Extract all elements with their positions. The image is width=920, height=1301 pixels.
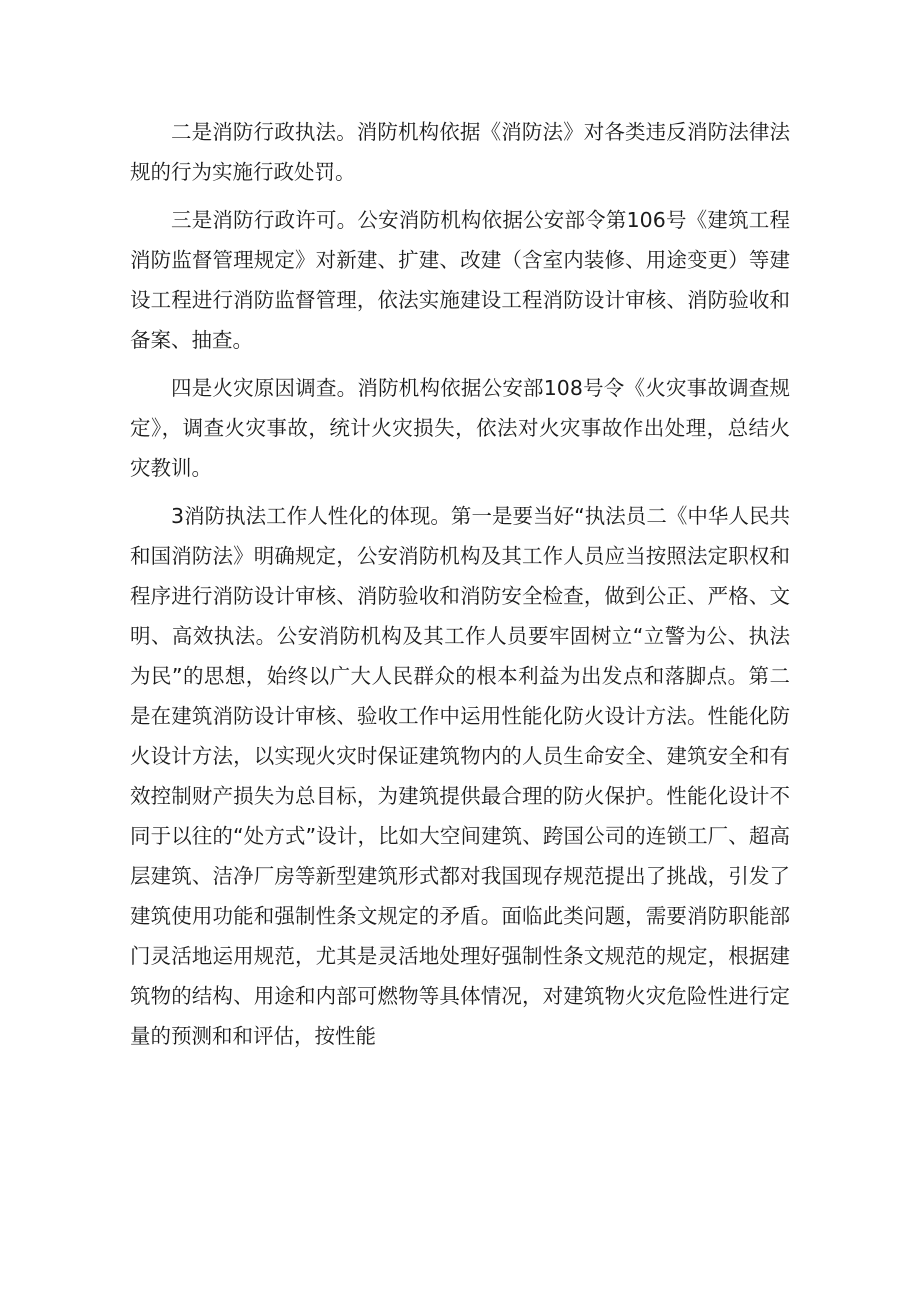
paragraph-fire-investigation: 四是火灾原因调查。消防机构依据公安部108号令《火灾事故调查规定》，调查火灾事故，统计火灾损失，依法对火灾事故作出处理，总结火灾教训。 xyxy=(130,376,790,480)
paragraph-administrative-enforcement: 二是消防行政执法。消防机构依据《消防法》对各类违反消防法律法规的行为实施行政处罚。 xyxy=(130,120,790,184)
paragraph-administrative-license: 三是消防行政许可。公安消防机构依据公安部令第106号《建筑工程消防监督管理规定》对新建、扩建、改建（含室内装修、用途变更）等建设工程进行消防监督管理，依法实施建设工程消防设计审核、消防验收和备案、抽查。 xyxy=(130,208,790,352)
paragraph-humanized-enforcement: 3消防执法工作人性化的体现。第一是要当好“执法员二《中华人民共和国消防法》明确规定，公安消防机构及其工作人员应当按照法定职权和程序进行消防设计审核、消防验收和消防安全检查，做到公正、严格、文明、高效执法。公安消防机构及其工作人员要牢固树立“立警为公、执法为民”的思想，始终以广大人民群众的根本利益为出发点和落脚点。第二是在建筑消防设计审核、验收工作中运用性能化防火设计方法。性能化防火设计方法，以实现火灾时保证建筑物内的人员生命安全、建筑安全和有效控制财产损失为总目标，为建筑提供最合理的防火保护。性能化设计不同于以往的“处方式”设计，比如大空间建筑、跨国公司的连锁工厂、超高层建筑、洁净厂房等新型建筑形式都对我国现存规范提出了挑战，引发了建筑使用功能和强制性条文规定的矛盾。面临此类问题，需要消防职能部门灵活地运用规范，尤其是灵活地处理好强制性条文规范的规定，根据建筑物的结构、用途和内部可燃物等具体情况，对建筑物火灾危险性进行定量的预测和和评估，按性能 xyxy=(130,504,790,1048)
